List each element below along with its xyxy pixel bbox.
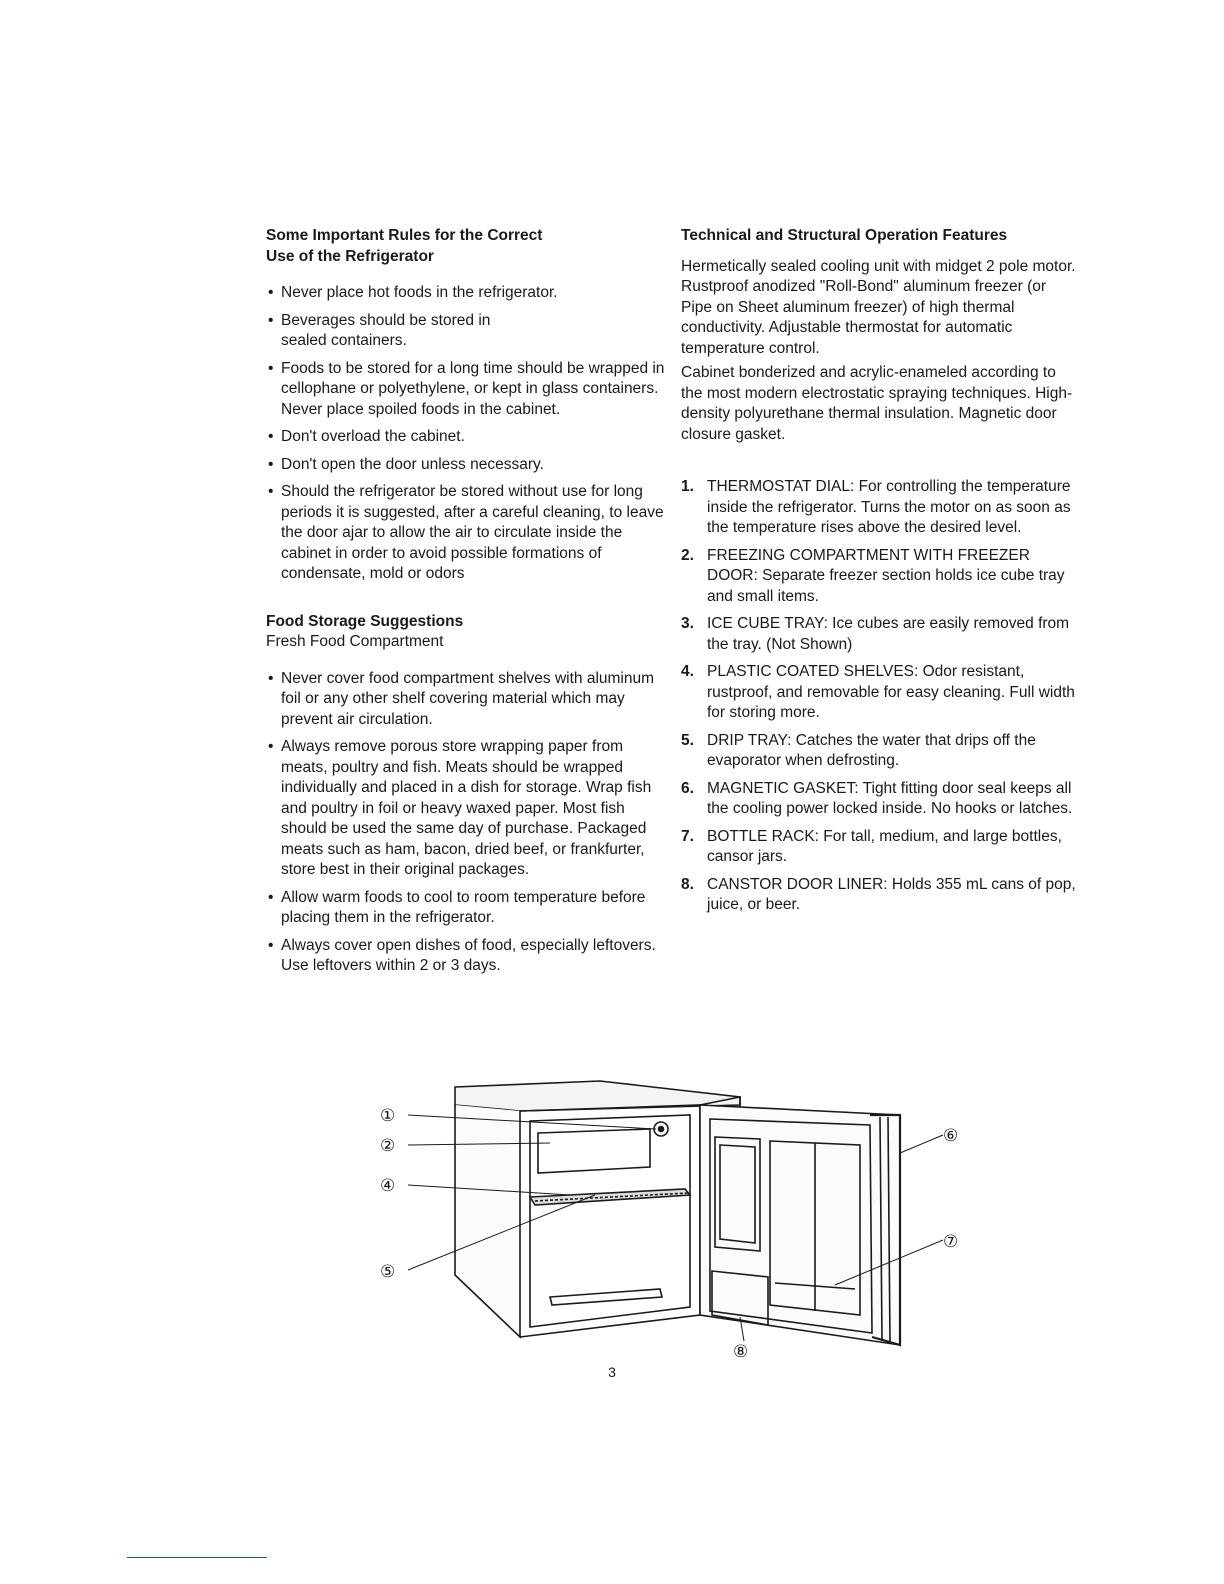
cabinet-top [455, 1081, 740, 1111]
feature-text: ICE CUBE TRAY: Ice cubes are easily removed from the tray. (Not Shown) [707, 615, 1070, 653]
feature-number: 3. [681, 615, 694, 632]
footer-link-line [127, 1557, 267, 1558]
feature-number: 5. [681, 731, 694, 749]
callout-label-7: ⑦ [943, 1232, 959, 1252]
list-item: • Should the refrigerator be stored without use for long periods it is suggested, after a careful cleaning, to leave the door ajar to allow the air to circulate inside the cabinet in order to avoid possible formations of condensate, mold or odors [266, 482, 666, 585]
right-column [681, 226, 1081, 923]
feature-text: FREEZING COMPARTMENT WITH FREEZER DOOR: Separate freezer section holds ice cube tray and small items. [707, 546, 1065, 605]
list-item: • Always remove porous store wrapping paper from meats, poultry and fish. Meats should be wrapped individually and placed in a dish for storage. Wrap fish and poultry in foil or heavy waxed paper. Most fish should be used the same day of purchase. Packaged meats such as ham, bacon, dried beef, or frankfurter, store best in their original packages. [266, 737, 666, 881]
list-item: • Allow warm foods to cool to room temperature before placing them in the refrigerator. [266, 888, 666, 929]
list-item: • Beverages should be stored in sealed containers. [266, 311, 531, 352]
tech-heading: Technical and Structural Operation Features [681, 227, 1008, 244]
refrigerator-diagram [360, 1075, 980, 1365]
left-column [266, 226, 666, 984]
food-storage-heading: Food Storage Suggestions [266, 612, 464, 630]
list-item [681, 779, 1081, 820]
list-item: • Foods to be stored for a long time should be wrapped in cellophane or polyethylene, or kept in glass containers. Never place spoiled foods in the cabinet. [266, 359, 666, 421]
list-item: • Don't open the door unless necessary. [266, 455, 666, 476]
freezer-compartment [538, 1129, 650, 1173]
feature-text: THERMOSTAT DIAL: For controlling the temperature inside the refrigerator. Turns the motor on as soon as the temperature rises above the desired level. [707, 478, 1071, 536]
tech-paragraph-2: Cabinet bonderized and acrylic-enameled according to the most modern electrostatic spraying techniques. High-density polyurethane thermal insulation. Magnetic door closure gasket. [681, 364, 1073, 443]
list-item [681, 546, 1081, 608]
list-item: • Don't overload the cabinet. [266, 427, 666, 448]
feature-text: CANSTOR DOOR LINER: Holds 355 mL cans of pop, juice, or beer. [707, 875, 1076, 913]
list-item [681, 875, 1081, 916]
feature-text: DRIP TRAY: Catches the water that drips off the evaporator when defrosting. [707, 731, 1036, 769]
food-storage-subheading: Fresh Food Compartment [266, 633, 444, 650]
food-tips-list [266, 669, 666, 977]
feature-number: 8. [681, 875, 694, 893]
list-item [681, 827, 1081, 868]
list-item: • Never cover food compartment shelves with aluminum foil or any other shelf covering material which may prevent air circulation. [266, 669, 666, 731]
drip-tray [550, 1289, 662, 1305]
cabinet-side [455, 1105, 520, 1337]
feature-number: 1. [681, 478, 694, 495]
list-item [681, 477, 1081, 539]
feature-text: MAGNETIC GASKET: Tight fitting door seal keeps all the cooling power locked inside. No hooks or latches. [707, 779, 1073, 817]
callout-label-4: ④ [380, 1176, 396, 1196]
feature-text: PLASTIC COATED SHELVES: Odor resistant, rustproof, and removable for easy cleaning. Full width for storing more. [707, 663, 1075, 721]
feature-number: 4. [681, 663, 694, 680]
callout-label-2: ② [380, 1136, 396, 1156]
list-item [681, 731, 1081, 772]
cabinet-inner [530, 1115, 690, 1327]
feature-number: 2. [681, 546, 694, 564]
feature-number: 7. [681, 827, 694, 845]
callout-label-8: ⑧ [733, 1342, 749, 1362]
callout-label-1: ① [380, 1106, 396, 1126]
list-item: • Always cover open dishes of food, especially leftovers. Use leftovers within 2 or 3 days. [266, 936, 666, 977]
features-list [681, 477, 1081, 916]
list-item [681, 614, 1081, 655]
tech-paragraph-1: Hermetically sealed cooling unit with midget 2 pole motor. Rustproof anodized "Roll-Bond" aluminum freezer (or Pipe on Sheet aluminum freezer) of high thermal conductivity. Adjustable thermostat for automatic temperature control. [681, 257, 1076, 357]
rules-heading-line1: Some Important Rules for the Correct [266, 227, 543, 244]
rules-heading-line2: Use of the Refrigerator [266, 247, 434, 265]
page-number: 3 [608, 1364, 616, 1380]
feature-text: BOTTLE RACK: For tall, medium, and large bottles, cansor jars. [707, 827, 1062, 865]
callout-label-6: ⑥ [943, 1126, 959, 1146]
callout-label-5: ⑤ [380, 1262, 396, 1282]
feature-number: 6. [681, 779, 694, 797]
rules-list [266, 283, 666, 585]
list-item [681, 662, 1081, 724]
cabinet-opening [520, 1105, 700, 1337]
rules-heading [266, 226, 666, 267]
list-item: • Never place hot foods in the refrigerator. [266, 283, 666, 304]
